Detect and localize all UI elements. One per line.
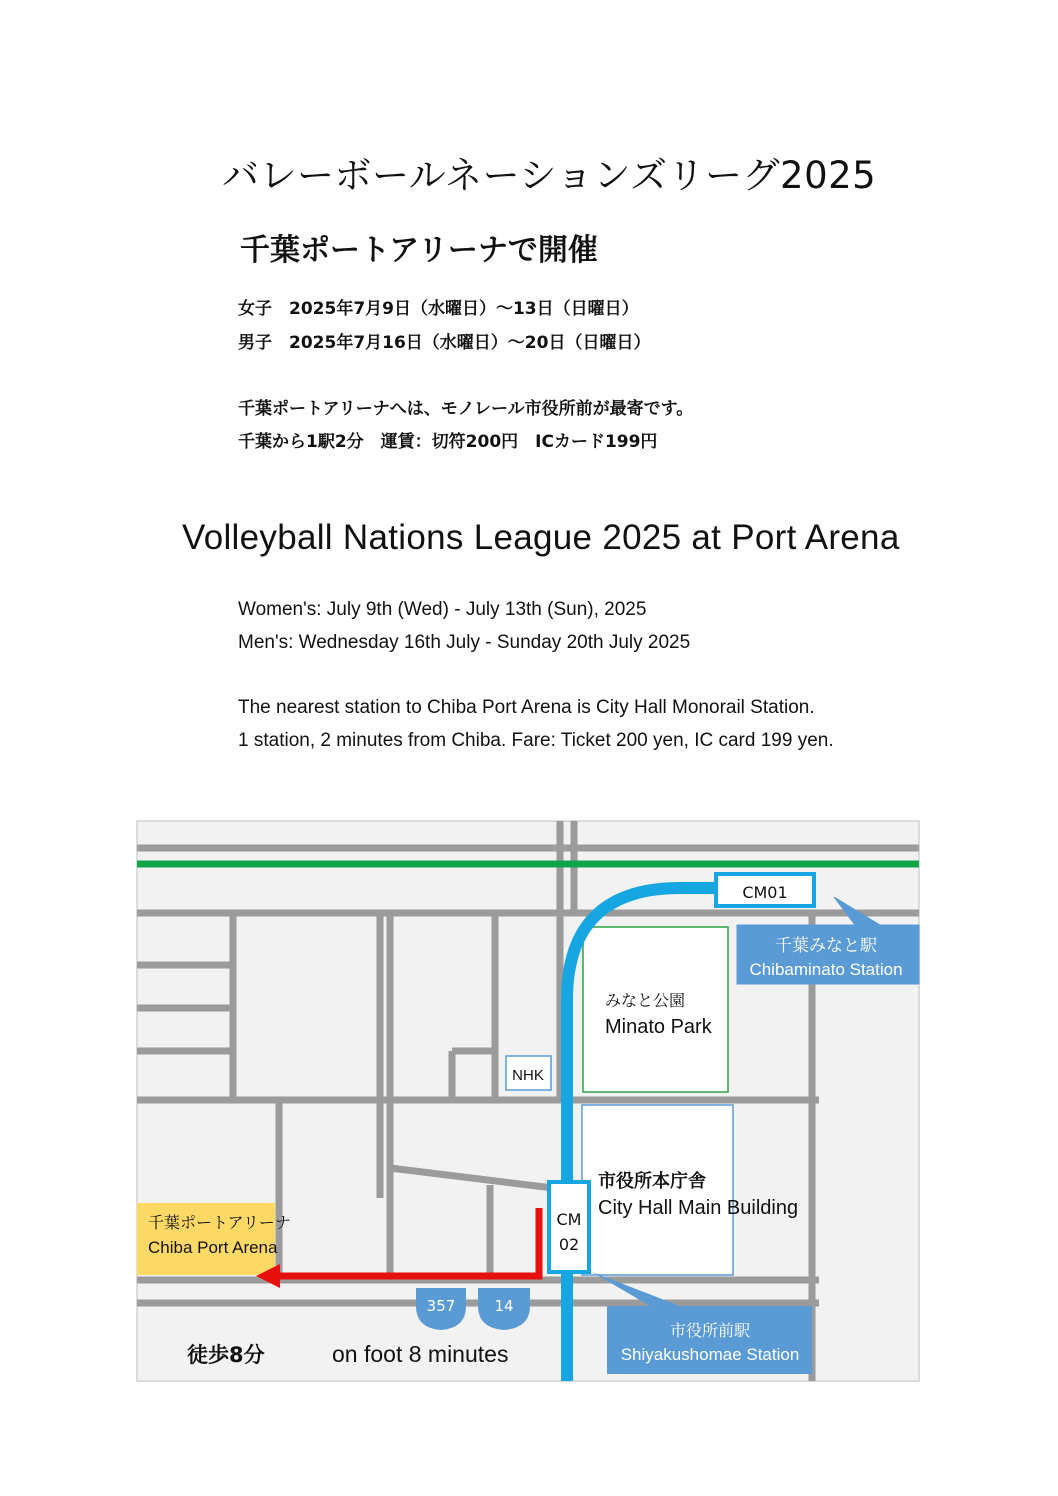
station-cm01-name-en: Chibaminato Station: [749, 960, 903, 979]
station-cm01-name-jp: 千葉みなと駅: [775, 936, 877, 956]
english-title: Volleyball Nations League 2025 at Port Arena: [182, 518, 900, 557]
nhk-label: NHK: [512, 1067, 544, 1084]
japanese-men-schedule: 男子 2025年7月16日（水曜日）～20日（日曜日）: [238, 333, 651, 353]
station-cm02-code-line1: CM: [556, 1210, 582, 1229]
arena-name-en: Chiba Port Arena: [148, 1238, 278, 1257]
english-men-schedule: Men's: Wednesday 16th July - Sunday 20th July 2025: [238, 632, 691, 653]
city-hall-name-jp: 市役所本庁舎: [598, 1171, 706, 1192]
minato-park-name-en: Minato Park: [605, 1016, 712, 1038]
minato-park-name-jp: みなと公園: [605, 991, 686, 1010]
japanese-access-line2: 千葉から1駅2分 運賃：切符200円 ICカード199円: [238, 432, 658, 452]
english-access-line2: 1 station, 2 minutes from Chiba. Fare: Ticket 200 yen, IC card 199 yen.: [238, 730, 834, 751]
route-357-label: 357: [426, 1297, 456, 1315]
route-14-label: 14: [494, 1297, 514, 1315]
arena-name-jp: 千葉ポートアリーナ: [148, 1213, 291, 1232]
station-cm01-code: CM01: [742, 883, 788, 902]
city-hall-name-en: City Hall Main Building: [598, 1197, 799, 1219]
station-cm02-name-jp: 市役所前駅: [669, 1321, 751, 1340]
english-women-schedule: Women's: July 9th (Wed) - July 13th (Sun), 2025: [238, 599, 647, 620]
walk-time-jp: 徒歩8分: [187, 1343, 265, 1367]
walk-time-en: on foot 8 minutes: [332, 1341, 509, 1367]
japanese-women-schedule: 女子 2025年7月9日（水曜日）～13日（日曜日）: [238, 299, 639, 319]
japanese-title: バレーボールネーションズリーグ2025: [222, 154, 877, 197]
english-access-line1: The nearest station to Chiba Port Arena is City Hall Monorail Station.: [238, 697, 815, 718]
japanese-subtitle: 千葉ポートアリーナで開催: [240, 233, 598, 268]
japanese-access-line1: 千葉ポートアリーナへは、モノレール市役所前が最寄です。: [238, 399, 694, 419]
station-cm02-code-line2: 02: [558, 1235, 580, 1254]
station-cm02-name-en: Shiyakushomae Station: [620, 1345, 800, 1364]
